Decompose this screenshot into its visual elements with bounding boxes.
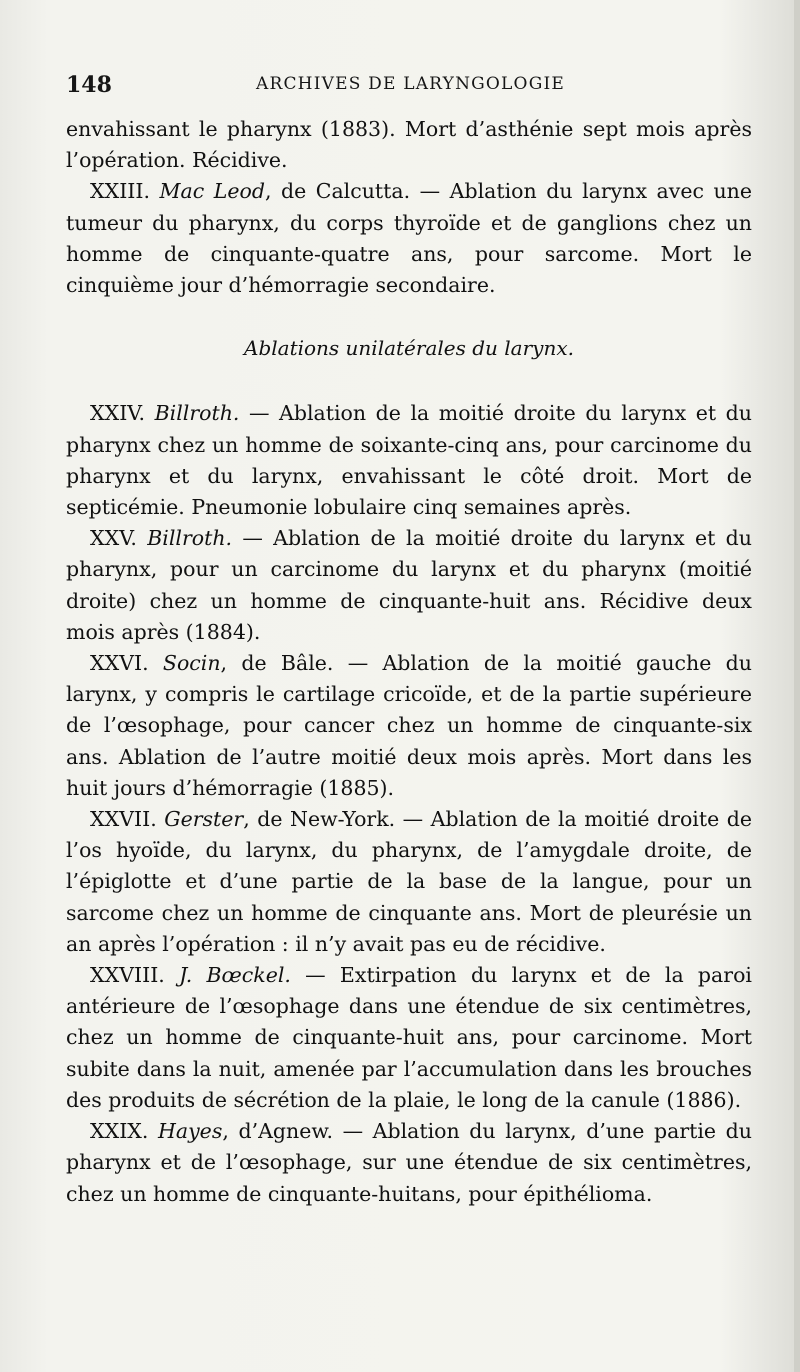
entry-author: Mac Leod xyxy=(159,179,265,204)
entry-numeral: XXVIII. xyxy=(90,963,165,988)
entry-author: Gerster xyxy=(164,807,244,832)
intro-paragraph: envahissant le pharynx (1883). Mort d’asthénie sept mois après l’opération. Récidive. xyxy=(66,117,752,173)
page-number: 148 xyxy=(66,72,112,98)
entry-paragraph xyxy=(66,398,752,523)
section-heading: Ablations unilatérales du larynx. xyxy=(244,336,574,361)
entry-text: , de Bâle. — Ablation de la moitié gauche du larynx, y compris le cartilage cricoïde, et de la partie supérieure de l’œsophage, pour cancer chez un homme de cinquante-six ans. Ablation de l’autre moitié deux mois après. Mort dans les huit jours d’hémorragie (1885). xyxy=(66,651,752,800)
entry-numeral: XXIII. xyxy=(90,179,150,204)
page-header xyxy=(66,72,746,102)
body-text xyxy=(66,114,752,1210)
entry-numeral: XXIX. xyxy=(90,1119,149,1144)
entry-text: — Ablation de la moitié droite du larynx et du pharynx, pour un carcinome du larynx et du pharynx (moitié droite) chez un homme de cinquante-huit ans. Récidive deux mois après (1884). xyxy=(66,526,752,644)
entry-paragraph xyxy=(66,1116,752,1210)
entry-author: Hayes xyxy=(158,1119,223,1144)
entry-author: Billroth. xyxy=(147,526,233,551)
entry-paragraph xyxy=(66,960,752,1116)
entry-text: — Extirpation du larynx et de la paroi antérieure de l’œsophage dans une étendue de six centimètres, chez un homme de cinquante-huit ans, pour carcinome. Mort subite dans la nuit, amenée par l’accumulation dans les brouches des produits de sécrétion de la plaie, le long de la canule (1886). xyxy=(66,963,752,1112)
entry-numeral: XXVI. xyxy=(90,651,149,676)
entry-numeral: XXV. xyxy=(90,526,137,551)
entry-author: Socin xyxy=(162,651,221,676)
entry-paragraph xyxy=(66,648,752,804)
entry-text: , de New-York. — Ablation de la moitié droite de l’os hyoïde, du larynx, du pharynx, de l’amygdale droite, de l’épiglotte et d’une partie de la base de la langue, pour un sarcome chez un homme de cinquante ans. Mort de pleurésie un an après l’opération : il n’y avait pas eu de récidive. xyxy=(66,807,752,956)
entry-author: Billroth. xyxy=(154,401,240,426)
entry-author: J. Bœckel. xyxy=(179,963,291,988)
entry-text: — Ablation de la moitié droite du larynx et du pharynx chez un homme de soixante-cinq ans, pour carcinome du pharynx et du larynx, envahissant le côté droit. Mort de septicémie. Pneumonie lobulaire cinq semaines après. xyxy=(66,401,752,520)
entry-numeral: XXVII. xyxy=(90,807,157,832)
entry-paragraph xyxy=(66,523,752,648)
entry-numeral: XXIV. xyxy=(90,401,146,426)
entry-text: , d’Agnew. — Ablation du larynx, d’une partie du pharynx et de l’œsophage, sur une étendue de six centimètres, chez un homme de cinquante-huitans, pour épithélioma. xyxy=(66,1119,752,1206)
scan-edge xyxy=(794,0,800,1372)
running-title: ARCHIVES DE LARYNGOLOGIE xyxy=(256,74,565,94)
entry-paragraph xyxy=(66,804,752,960)
entry-text: , de Calcutta. — Ablation du larynx avec une tumeur du pharynx, du corps thyroïde et de ganglions chez un homme de cinquante-quatre ans, pour sarcome. Mort le cinquième jour d’hémorragie secondaire. xyxy=(66,179,753,298)
entry-paragraph xyxy=(66,176,752,301)
